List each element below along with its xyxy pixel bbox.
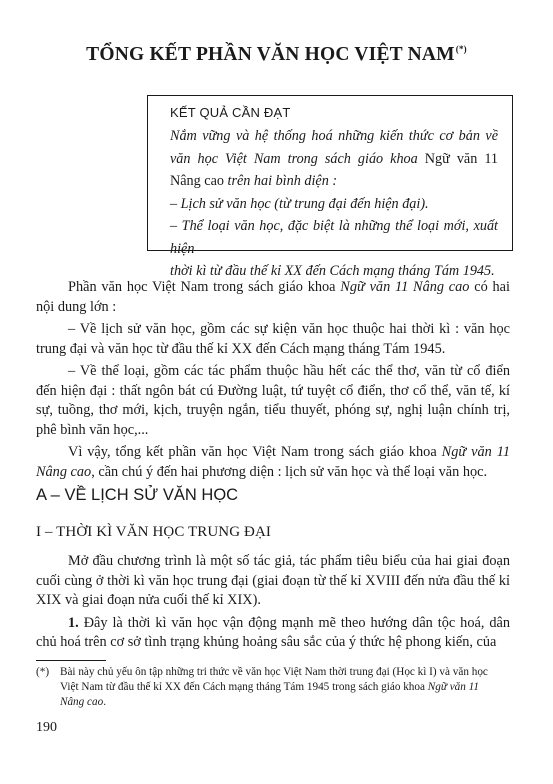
paragraph: – Về lịch sử văn học, gồm các sự kiện văn học thuộc hai thời kì : văn học trung đại và văn học từ đầu thế kỉ XX đến Cách mạng tháng Tám 1945. xyxy=(36,321,510,357)
box-text: trên hai bình diện : xyxy=(223,173,338,189)
footnote-rule xyxy=(36,660,106,661)
text: Bài này chủ yếu ôn tập những tri thức về văn học Việt Nam thời trung đại (Học kì I) và văn học xyxy=(60,666,488,678)
box-heading: KẾT QUẢ CẦN ĐẠT xyxy=(170,105,291,120)
book-name: Ngữ văn 11 xyxy=(417,150,498,167)
footnote-line xyxy=(36,695,510,710)
text: . xyxy=(103,696,106,708)
title-footnote-mark: (*) xyxy=(455,44,467,54)
box-line xyxy=(170,148,498,171)
text: Phần văn học Việt Nam trong sách giáo khoa xyxy=(68,279,341,295)
footnote-line xyxy=(36,680,510,695)
text: , cần chú ý đến hai phương diện : lịch sử văn học và thể loại văn học. xyxy=(91,463,488,480)
box-line: Nắm vững và hệ thống hoá những kiến thức cơ bản về xyxy=(170,128,498,144)
box-item: – Thể loại văn học, đặc biệt là những thể loại mới, xuất hiện xyxy=(170,218,498,257)
book-name: Nâng cao xyxy=(170,173,224,189)
book-title: Ngữ văn 11 xyxy=(427,681,480,693)
box-text: văn học Việt Nam trong sách giáo khoa xyxy=(170,150,418,167)
page-title xyxy=(40,44,513,66)
text: Đây là thời kì văn học vận động mạnh mẽ theo hướng dân tộc hoá, dân chủ hoá trên cơ sở tình trạng khủng hoảng sâu sắc của ý thức hệ phong kiến, của xyxy=(36,614,510,650)
book-title: Nâng cao xyxy=(60,696,104,708)
text: Vì vậy, tổng kết phần văn học Việt Nam trong sách giáo khoa xyxy=(68,444,442,460)
paragraph xyxy=(36,614,510,653)
paragraph: Mở đầu chương trình là một số tác giả, tác phẩm tiêu biểu của hai giai đoạn cuối cùng ở thời kì văn học trung đại (giai đoạn từ thế kỉ XVIII đến nửa đầu thế kỉ XIX và giai đoạn nửa cuối thế kỉ XIX). xyxy=(36,553,510,608)
text: có hai nội dung lớn : xyxy=(36,279,510,315)
paragraph: – Về thể loại, gồm các tác phẩm thuộc hầu hết các thể thơ, văn từ cổ điển đến hiện đại : thất ngôn bát cú Đường luật, tứ tuyệt cổ điển, thơ cổ thể, văn tế, kí sự, tuồng, thơ mới, kịch, truyện ngắn, tiểu thuyết, phóng sự, nghị luận chính trị, phê bình văn học,... xyxy=(36,363,510,438)
intro-section xyxy=(36,278,510,482)
book-title: Ngữ văn 11 Nâng cao xyxy=(36,444,510,480)
text: Việt Nam từ đầu thế kỉ XX đến Cách mạng tháng Tám 1945 trong sách giáo khoa xyxy=(60,681,428,693)
box-item: – Lịch sử văn học (từ trung đại đến hiện đại). xyxy=(170,195,429,212)
paragraph-number: 1. xyxy=(68,614,79,631)
page-number: 190 xyxy=(36,720,57,735)
footnote xyxy=(36,665,510,710)
learning-outcomes-box xyxy=(147,95,513,279)
footnote-line xyxy=(36,665,510,680)
section-heading-a: A – VỀ LỊCH SỬ VĂN HỌC xyxy=(36,486,239,504)
box-item-continued: thời kì từ đầu thế kỉ XX đến Cách mạng tháng Tám 1945. xyxy=(170,263,495,279)
footnote-marker: (*) xyxy=(36,666,50,678)
book-title: Ngữ văn 11 Nâng cao xyxy=(340,279,470,295)
period-section xyxy=(36,552,510,653)
box-line xyxy=(170,170,498,193)
paragraph xyxy=(36,278,510,317)
paragraph xyxy=(36,443,510,482)
title-text: TỔNG KẾT PHẦN VĂN HỌC VIỆT NAM xyxy=(86,44,455,65)
section-heading-i: I – THỜI KÌ VĂN HỌC TRUNG ĐẠI xyxy=(36,524,271,540)
